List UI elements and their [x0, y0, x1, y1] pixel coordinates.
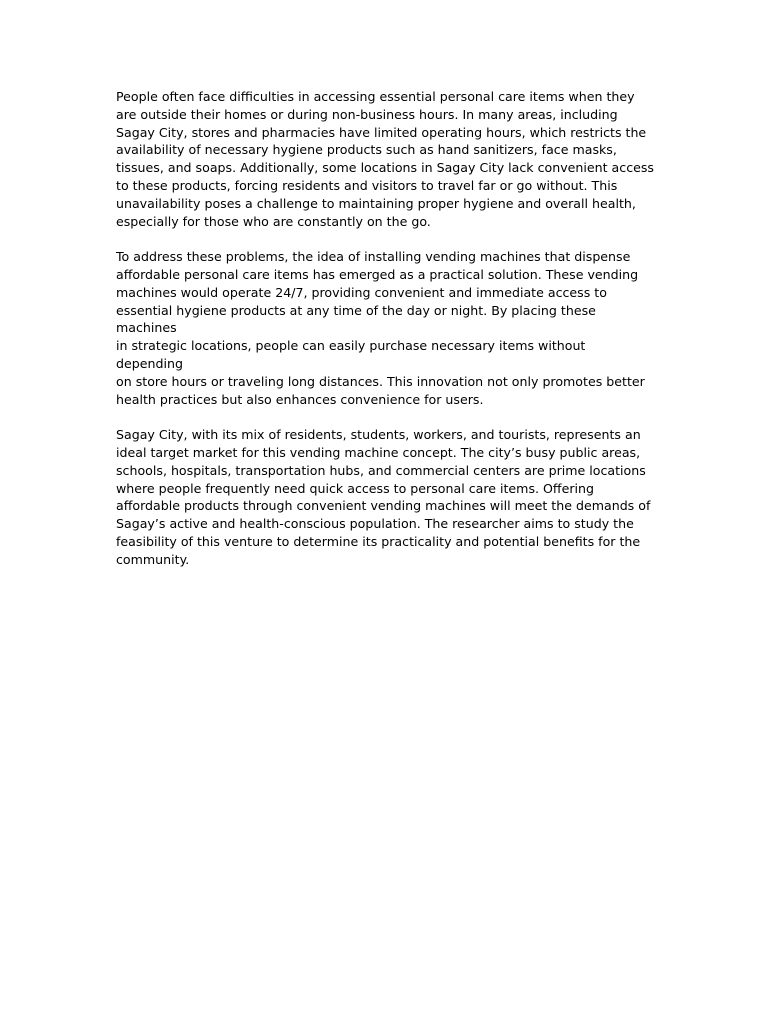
- paragraph-proposed-solution: To address these problems, the idea of installing vending machines that dispense affordable personal care items has emerged as a practical solution. These vending machines would operate 24/7, providing convenient and immediate access to essential hygiene products at any time of the day or night. By placing these machines in strategic locations, people can easily purchase necessary items without depending on store hours or traveling long distances. This innovation not only promotes better health practices but also enhances convenience for users.: [116, 249, 645, 407]
- paragraph-target-market: Sagay City, with its mix of residents, students, workers, and tourists, represents an ideal target market for this vending machine concept. The city’s busy public areas, schools, hospitals, transportation hubs, and commercial centers are prime locations where people frequently need quick access to personal care items. Offering affordable products through convenient vending machines will meet the demands of Sagay’s active and health-conscious population. The researcher aims to study the feasibility of this venture to determine its practicality and potential benefits for the community.: [116, 427, 651, 567]
- document-body: [116, 88, 656, 586]
- paragraph-problem-statement: People often face difficulties in accessing essential personal care items when they are outside their homes or during non-business hours. In many areas, including Sagay City, stores and pharmacies have limited operating hours, which restricts the availability of necessary hygiene products such as hand sanitizers, face masks, tissues, and soaps. Additionally, some locations in Sagay City lack convenient access to these products, forcing residents and visitors to travel far or go without. This unavailability poses a challenge to maintaining proper hygiene and overall health, especially for those who are constantly on the go.: [116, 89, 654, 229]
